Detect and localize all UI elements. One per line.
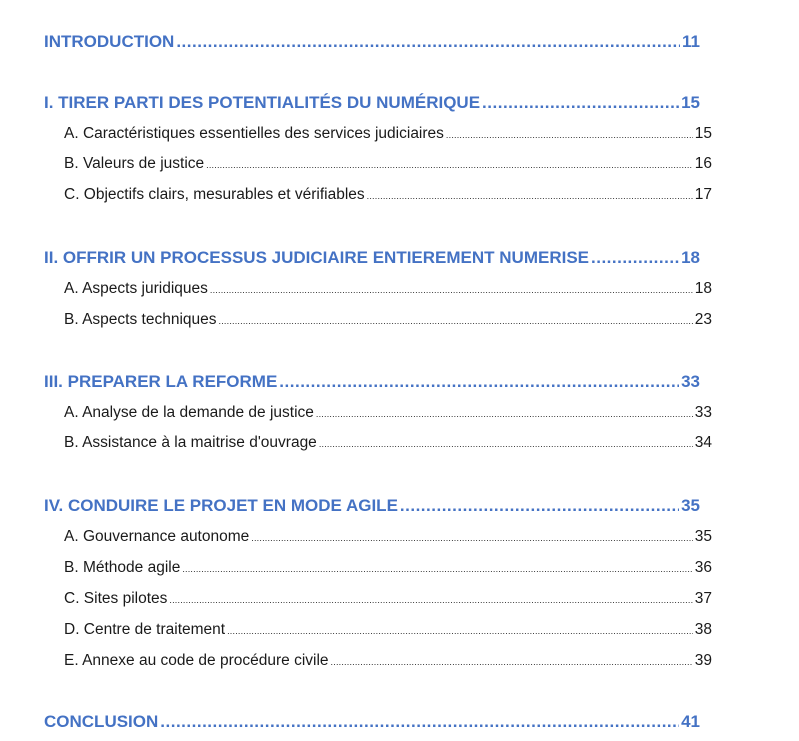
toc-entry-title: B. Assistance à la maitrise d'ouvrage bbox=[64, 434, 317, 451]
dot-leader bbox=[279, 372, 679, 392]
dot-leader bbox=[331, 657, 693, 667]
toc-entry-page: 37 bbox=[694, 590, 712, 607]
dot-leader bbox=[251, 533, 692, 543]
toc-entry-title: C. Sites pilotes bbox=[64, 590, 168, 607]
toc-entry-introduction[interactable] bbox=[44, 32, 700, 52]
toc-subentry[interactable] bbox=[64, 528, 712, 546]
toc-entry-section-3[interactable] bbox=[44, 372, 700, 392]
dot-leader bbox=[206, 160, 693, 170]
toc-subentry[interactable] bbox=[64, 621, 712, 639]
toc-entry-title: B. Méthode agile bbox=[64, 559, 181, 576]
toc-entry-page: 23 bbox=[694, 311, 712, 328]
toc-subentry[interactable] bbox=[64, 125, 712, 143]
dot-leader bbox=[176, 32, 680, 52]
toc-entry-section-2[interactable] bbox=[44, 248, 700, 268]
toc-entry-page: 36 bbox=[694, 559, 712, 576]
toc-entry-section-1[interactable] bbox=[44, 93, 700, 113]
toc-entry-page: 41 bbox=[681, 712, 700, 731]
toc-entry-title: INTRODUCTION bbox=[44, 32, 175, 51]
dot-leader bbox=[591, 248, 679, 268]
toc-entry-title: B. Valeurs de justice bbox=[64, 155, 205, 172]
dot-leader bbox=[446, 130, 693, 140]
toc-entry-page: 34 bbox=[694, 434, 712, 451]
toc-subentry[interactable] bbox=[64, 652, 712, 670]
dot-leader bbox=[482, 93, 679, 113]
dot-leader bbox=[227, 626, 693, 636]
toc-entry-page: 15 bbox=[681, 93, 700, 112]
dot-leader bbox=[316, 409, 693, 419]
toc-entry-title: A. Aspects juridiques bbox=[64, 280, 208, 297]
toc-entry-title: E. Annexe au code de procédure civile bbox=[64, 652, 329, 669]
toc-subentry[interactable] bbox=[64, 590, 712, 608]
toc-entry-page: 39 bbox=[694, 652, 712, 669]
toc-entry-page: 33 bbox=[694, 404, 712, 421]
dot-leader bbox=[182, 564, 692, 574]
toc-entry-page: 35 bbox=[681, 496, 700, 515]
dot-leader bbox=[169, 595, 692, 605]
toc-entry-page: 17 bbox=[694, 186, 712, 203]
toc-entry-page: 38 bbox=[694, 621, 712, 638]
toc-subentry[interactable] bbox=[64, 559, 712, 577]
dot-leader bbox=[367, 191, 693, 201]
toc-entry-title: A. Analyse de la demande de justice bbox=[64, 404, 314, 421]
toc-entry-page: 35 bbox=[694, 528, 712, 545]
toc-entry-page: 33 bbox=[681, 372, 700, 391]
toc-entry-page: 18 bbox=[694, 280, 712, 297]
toc-subentry[interactable] bbox=[64, 311, 712, 329]
toc-entry-title: B. Aspects techniques bbox=[64, 311, 217, 328]
dot-leader bbox=[160, 712, 679, 732]
toc-entry-title: I. TIRER PARTI DES POTENTIALITÉS DU NUMÉRIQUE bbox=[44, 93, 481, 112]
dot-leader bbox=[219, 316, 693, 326]
toc-entry-page: 11 bbox=[682, 32, 700, 51]
toc-entry-page: 15 bbox=[694, 125, 712, 142]
toc-subentry[interactable] bbox=[64, 280, 712, 298]
toc-entry-title: A. Caractéristiques essentielles des services judiciaires bbox=[64, 125, 444, 142]
toc-entry-title: CONCLUSION bbox=[44, 712, 159, 731]
toc-entry-section-4[interactable] bbox=[44, 496, 700, 516]
toc-subentry[interactable] bbox=[64, 434, 712, 452]
toc-entry-title: C. Objectifs clairs, mesurables et vérifiables bbox=[64, 186, 365, 203]
toc-entry-conclusion[interactable] bbox=[44, 712, 700, 732]
toc-entry-title: IV. CONDUIRE LE PROJET EN MODE AGILE bbox=[44, 496, 398, 515]
dot-leader bbox=[400, 496, 679, 516]
dot-leader bbox=[210, 285, 693, 295]
toc-entry-page: 16 bbox=[694, 155, 712, 172]
toc-subentry[interactable] bbox=[64, 186, 712, 204]
toc-entry-page: 18 bbox=[681, 248, 700, 267]
toc-subentry[interactable] bbox=[64, 155, 712, 173]
toc-entry-title: III. PREPARER LA REFORME bbox=[44, 372, 278, 391]
toc-entry-title: II. OFFRIR UN PROCESSUS JUDICIAIRE ENTIEREMENT NUMERISE bbox=[44, 248, 589, 267]
toc-entry-title: A. Gouvernance autonome bbox=[64, 528, 250, 545]
toc-entry-title: D. Centre de traitement bbox=[64, 621, 226, 638]
dot-leader bbox=[319, 439, 693, 449]
toc-subentry[interactable] bbox=[64, 404, 712, 422]
